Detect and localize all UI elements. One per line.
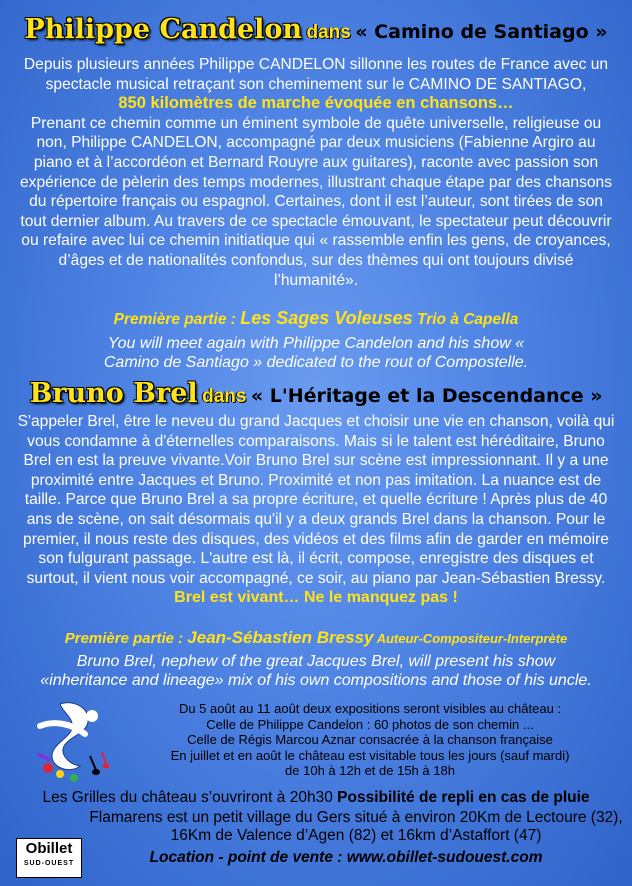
show2-highlight: Brel est vivant… Ne le manquez pas ! bbox=[174, 589, 458, 607]
first-part-label: Première partie : bbox=[113, 311, 241, 328]
show2-first-part bbox=[0, 628, 632, 648]
expo-line: Celle de Régis Marcou Aznar consacrée à la chanson française bbox=[187, 732, 553, 747]
obillet-logo bbox=[16, 838, 82, 878]
first-part-label: Première partie : bbox=[64, 630, 188, 647]
show1-title: « Camino de Santiago » bbox=[355, 21, 608, 43]
first-part-name: Jean-Sébastien Bressy bbox=[187, 628, 374, 647]
ticket-sales: Location - point de vente : www.obillet-sudouest.com bbox=[149, 849, 543, 866]
expo-line: Du 5 août au 11 août deux expositions seront visibles au château : bbox=[178, 701, 562, 716]
gates-time: Les Grilles du château s’ouvriront à 20h30 bbox=[42, 789, 338, 806]
show1-english: You will meet again with Philippe Candelon and his show « Camino de Santiago » dedicated to the rout of Compostelle. bbox=[103, 335, 529, 371]
first-part-desc: Trio à Capella bbox=[412, 311, 519, 328]
expo-line: de 10h à 12h et de 15h à 18h bbox=[285, 763, 455, 778]
show2-artist: Bruno Brel bbox=[29, 378, 198, 409]
show1-first-part bbox=[0, 308, 632, 329]
show1-body: Prenant ce chemin comme un éminent symbole de quête universelle, religieuse ou non, Philippe CANDELON, accompagné par deux musiciens (Fabienne Argiro au piano et à l’accordéon et Bernard Rouyre aux guitares), raconte avec passion son expérience de pèlerin des temps modernes, illustrant chaque étape par des chansons du répertoire français ou espagnol. Certaines, dont il est l’auteur, sont tirées de son tout dernier album. Au travers de ce spectacle émouvant, le spectateur peut découvrir ou refaire avec lui ce chemin initiatique qui « rassemble enfin les gens, de croyances, d’âges et de nationalités confondus, sur des thèmes qui ont toujours divisé l’humanité». bbox=[19, 114, 613, 289]
show1-artist: Philippe Candelon bbox=[24, 14, 303, 45]
dancer-logo-icon bbox=[30, 694, 120, 784]
first-part-name: Les Sages Voleuses bbox=[240, 308, 413, 328]
show2-dans: dans bbox=[202, 386, 247, 407]
show2-title: « L'Héritage et la Descendance » bbox=[250, 385, 603, 407]
obillet-sub: SUD-OUEST bbox=[23, 860, 75, 867]
show2-english: Bruno Brel, nephew of the great Jacques Brel, will present his show «inheritance and lineage» mix of his own compositions and those of his uncle. bbox=[40, 653, 592, 689]
show1-dans: dans bbox=[306, 22, 351, 43]
expo-line: En juillet et en août le château est visitable tous les jours (sauf mardi) bbox=[170, 747, 570, 763]
first-part-desc: Auteur-Compositeur-Interprète bbox=[373, 631, 568, 646]
show2-body: S'appeler Brel, être le neveu du grand Jacques et choisir une vie en chanson, voilà qui vous condamne à d'éternelles comparaisons. Mais si le talent est héréditaire, Bruno Brel en est la preuve vivante.Voir Bruno Brel sur scène est impressionnant. Il y a une proximité entre Jacques et Bruno. Proximité et non pas imitation. La nuance est de taille. Parce que Bruno Brel a sa propre écriture, et quelle écriture ! Après plus de 40 ans de scène, on sait désormais qu'il y a deux grands Brel dans la chanson. Pour le premier, il nous reste des disques, des vidéos et des films afin de garder en mémoire son fulgurant passage. L'autre est là, il écrit, compose, enregistre des disques et surtout, il vient nous voir accompagné, ce soir, au piano par Jean-Sébastien Bressy. bbox=[17, 413, 615, 587]
show1-intro: Depuis plusieurs années Philippe CANDELON sillonne les routes de France avec un spectacle musical retraçant son cheminement sur le CAMINO DE SANTIAGO, bbox=[23, 56, 609, 93]
obillet-brand: Obillet bbox=[25, 840, 73, 857]
show1-description bbox=[16, 55, 616, 290]
show1-header bbox=[0, 14, 632, 45]
gates-info bbox=[0, 789, 632, 807]
show1-highlight: 850 kilomètres de marche évoquée en chansons… bbox=[118, 94, 514, 113]
show2-header bbox=[0, 378, 632, 409]
show2-description bbox=[16, 412, 616, 608]
exhibitions bbox=[120, 701, 620, 779]
location-info: Flamarens est un petit village du Gers situé à environ 20Km de Lectoure (32), 16Km de Valence d’Agen (82) et 16km d’Astaffort (47) bbox=[89, 809, 623, 844]
rain-notice: Possibilité de repli en cas de pluie bbox=[337, 789, 590, 806]
expo-line: Celle de Philippe Candelon : 60 photos de son chemin ... bbox=[206, 716, 534, 732]
